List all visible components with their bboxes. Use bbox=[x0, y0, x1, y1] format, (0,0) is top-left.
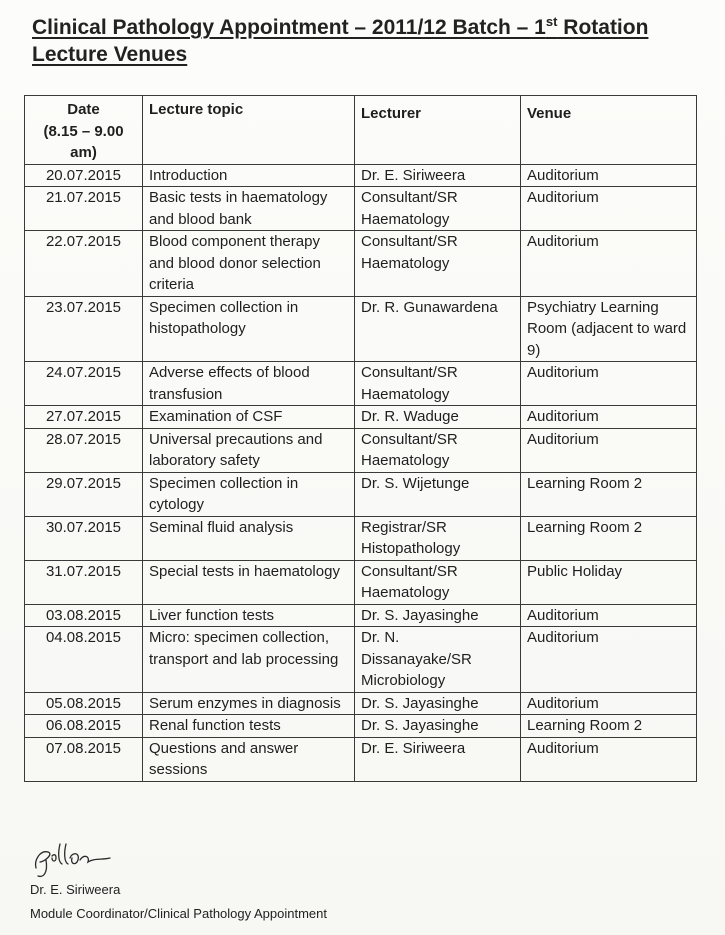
table-row bbox=[25, 472, 697, 516]
table-row bbox=[25, 560, 697, 604]
venue-cell: Auditorium bbox=[521, 627, 697, 693]
topic-cell: Adverse effects of blood transfusion bbox=[143, 362, 355, 406]
lecturer-cell: Consultant/SR Haematology bbox=[355, 362, 521, 406]
lecturer-cell: Consultant/SR Haematology bbox=[355, 231, 521, 297]
table-row bbox=[25, 737, 697, 781]
date-cell: 04.08.2015 bbox=[25, 627, 143, 693]
topic-cell: Blood component therapy and blood donor selection criteria bbox=[143, 231, 355, 297]
venue-cell: Learning Room 2 bbox=[521, 472, 697, 516]
date-cell: 28.07.2015 bbox=[25, 428, 143, 472]
venue-cell: Psychiatry Learning Room (adjacent to ward 9) bbox=[521, 296, 697, 362]
topic-cell: Specimen collection in cytology bbox=[143, 472, 355, 516]
lecturer-cell: Dr. S. Jayasinghe bbox=[355, 715, 521, 738]
table-row bbox=[25, 406, 697, 429]
date-cell: 31.07.2015 bbox=[25, 560, 143, 604]
date-cell: 23.07.2015 bbox=[25, 296, 143, 362]
venue-cell: Learning Room 2 bbox=[521, 715, 697, 738]
venue-cell: Auditorium bbox=[521, 187, 697, 231]
date-cell: 03.08.2015 bbox=[25, 604, 143, 627]
date-cell: 22.07.2015 bbox=[25, 231, 143, 297]
date-cell: 24.07.2015 bbox=[25, 362, 143, 406]
date-cell: 05.08.2015 bbox=[25, 692, 143, 715]
topic-cell: Basic tests in haematology and blood bank bbox=[143, 187, 355, 231]
table-header-row bbox=[25, 96, 697, 165]
signatory-role: Module Coordinator/Clinical Pathology Appointment bbox=[30, 906, 328, 921]
signature-block bbox=[30, 838, 410, 933]
lecturer-cell: Dr. E. Siriweera bbox=[355, 737, 521, 781]
lecturer-cell: Registrar/SR Histopathology bbox=[355, 516, 521, 560]
lecturer-cell: Dr. R. Gunawardena bbox=[355, 296, 521, 362]
topic-cell: Serum enzymes in diagnosis bbox=[143, 692, 355, 715]
lecturer-cell: Dr. S. Wijetunge bbox=[355, 472, 521, 516]
table-row bbox=[25, 428, 697, 472]
venue-cell: Auditorium bbox=[521, 231, 697, 297]
date-cell: 06.08.2015 bbox=[25, 715, 143, 738]
date-header-line-3: am) bbox=[70, 144, 97, 161]
lecturer-cell: Consultant/SR Haematology bbox=[355, 187, 521, 231]
venue-cell: Auditorium bbox=[521, 164, 697, 187]
venue-cell: Auditorium bbox=[521, 692, 697, 715]
lecturer-cell: Dr. N. Dissanayake/SR Microbiology bbox=[355, 627, 521, 693]
document-title bbox=[32, 14, 712, 68]
table-row bbox=[25, 362, 697, 406]
venue-cell: Auditorium bbox=[521, 604, 697, 627]
topic-cell: Universal precautions and laboratory safety bbox=[143, 428, 355, 472]
date-cell: 27.07.2015 bbox=[25, 406, 143, 429]
signatory-name: Dr. E. Siriweera bbox=[30, 882, 121, 897]
lecturer-cell: Consultant/SR Haematology bbox=[355, 428, 521, 472]
venue-cell: Auditorium bbox=[521, 428, 697, 472]
topic-cell: Seminal fluid analysis bbox=[143, 516, 355, 560]
lecturer-cell: Dr. R. Waduge bbox=[355, 406, 521, 429]
topic-cell: Micro: specimen collection, transport and lab processing bbox=[143, 627, 355, 693]
table-row bbox=[25, 516, 697, 560]
lecturer-column-header: Lecturer bbox=[355, 96, 521, 165]
date-cell: 07.08.2015 bbox=[25, 737, 143, 781]
table-row bbox=[25, 231, 697, 297]
date-cell: 20.07.2015 bbox=[25, 164, 143, 187]
topic-cell: Special tests in haematology bbox=[143, 560, 355, 604]
topic-column-header: Lecture topic bbox=[143, 96, 355, 165]
date-header-line-2: (8.15 – 9.00 bbox=[43, 122, 124, 140]
venue-cell: Auditorium bbox=[521, 406, 697, 429]
topic-cell: Liver function tests bbox=[143, 604, 355, 627]
lecturer-cell: Consultant/SR Haematology bbox=[355, 560, 521, 604]
table-row bbox=[25, 627, 697, 693]
table-row bbox=[25, 692, 697, 715]
title-superscript: st bbox=[545, 14, 558, 29]
lecture-schedule-table bbox=[24, 95, 697, 782]
topic-cell: Specimen collection in histopathology bbox=[143, 296, 355, 362]
venue-cell: Auditorium bbox=[521, 737, 697, 781]
lecturer-cell: Dr. S. Jayasinghe bbox=[355, 604, 521, 627]
table-row bbox=[25, 296, 697, 362]
venue-cell: Learning Room 2 bbox=[521, 516, 697, 560]
date-cell: 21.07.2015 bbox=[25, 187, 143, 231]
title-line-2: Lecture Venues bbox=[32, 43, 188, 66]
table-row bbox=[25, 187, 697, 231]
topic-cell: Examination of CSF bbox=[143, 406, 355, 429]
title-main-text: Clinical Pathology Appointment – 2011/12 Batch – 1 bbox=[32, 16, 546, 39]
lecturer-cell: Dr. E. Siriweera bbox=[355, 164, 521, 187]
venue-cell: Public Holiday bbox=[521, 560, 697, 604]
venue-cell: Auditorium bbox=[521, 362, 697, 406]
date-column-header bbox=[25, 96, 143, 165]
table-row bbox=[25, 164, 697, 187]
date-cell: 29.07.2015 bbox=[25, 472, 143, 516]
topic-cell: Renal function tests bbox=[143, 715, 355, 738]
date-header-line-1: Date bbox=[67, 101, 100, 118]
table-row bbox=[25, 715, 697, 738]
title-line-1 bbox=[32, 14, 712, 41]
table-row bbox=[25, 604, 697, 627]
date-cell: 30.07.2015 bbox=[25, 516, 143, 560]
topic-cell: Questions and answer sessions bbox=[143, 737, 355, 781]
venue-column-header: Venue bbox=[521, 96, 697, 165]
topic-cell: Introduction bbox=[143, 164, 355, 187]
lecturer-cell: Dr. S. Jayasinghe bbox=[355, 692, 521, 715]
handwritten-signature bbox=[30, 838, 130, 880]
title-end-text: Rotation bbox=[557, 16, 649, 39]
